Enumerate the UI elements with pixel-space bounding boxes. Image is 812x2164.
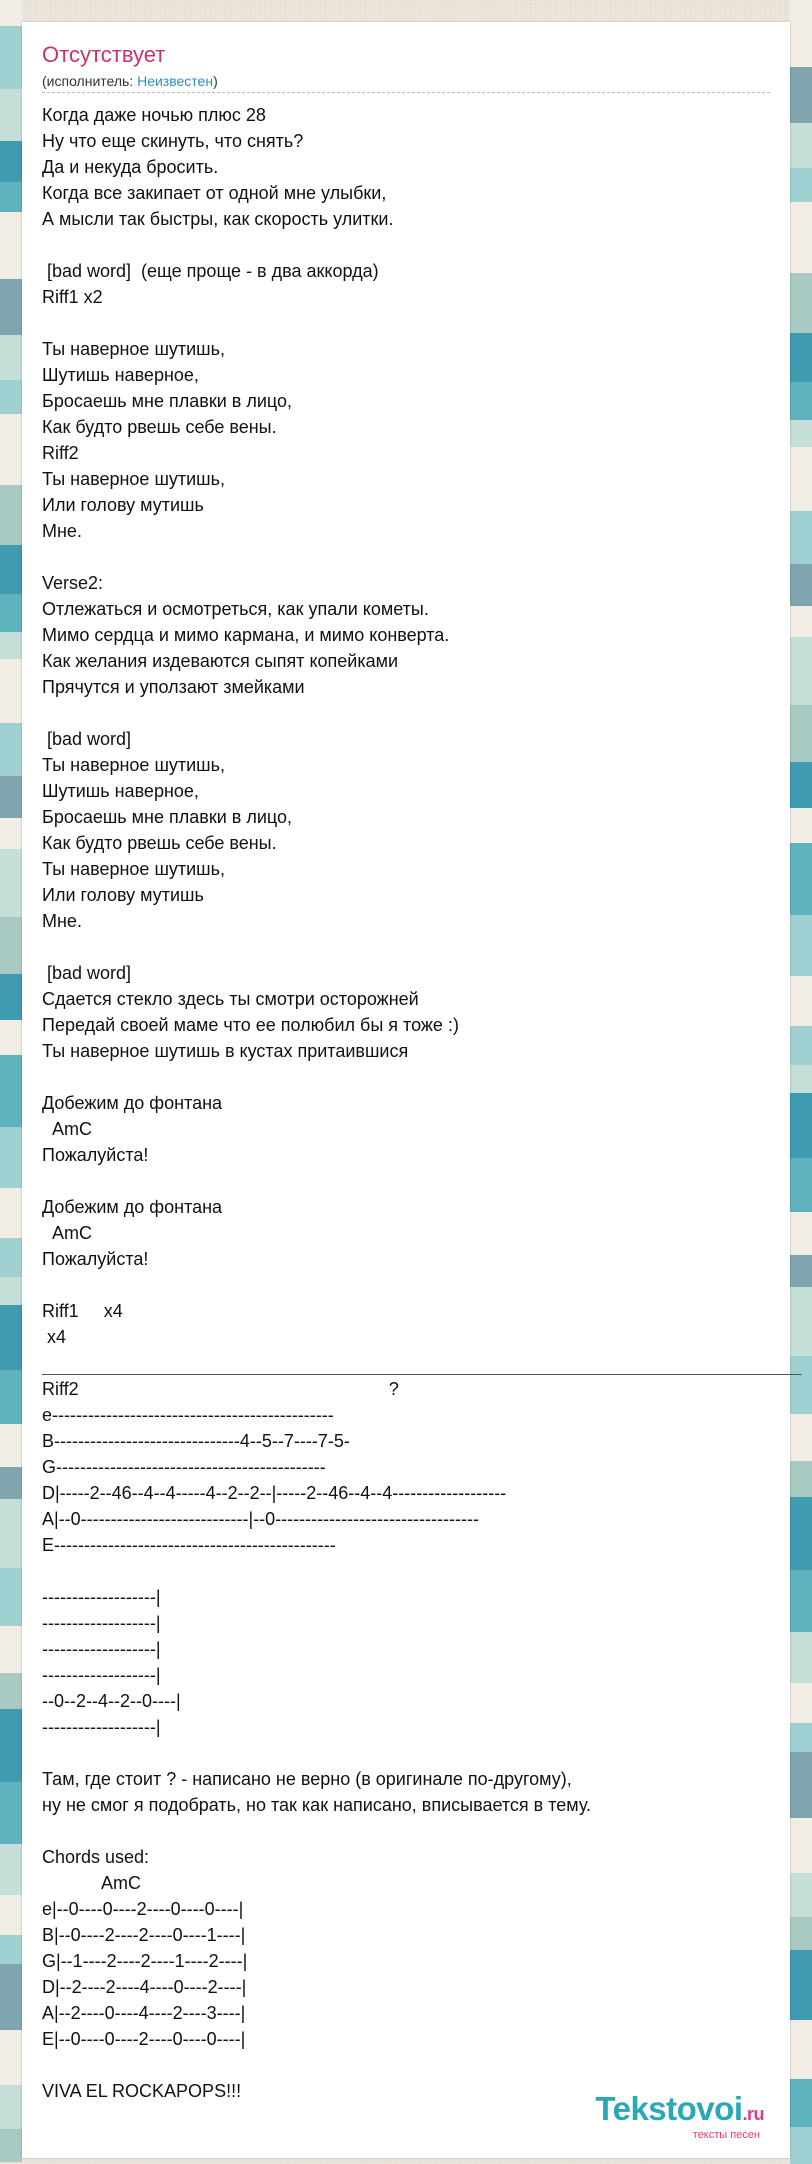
decorative-stripe bbox=[0, 1935, 22, 1964]
decorative-stripe bbox=[0, 1964, 22, 2030]
decorative-stripe bbox=[0, 1055, 22, 1127]
decorative-stripe bbox=[0, 380, 22, 414]
decorative-stripe bbox=[0, 1424, 22, 1467]
decorative-stripe bbox=[0, 594, 22, 632]
decorative-stripe bbox=[0, 1305, 22, 1370]
decorative-stripe bbox=[0, 2085, 22, 2129]
decorative-stripe bbox=[0, 632, 22, 659]
decorative-stripe bbox=[0, 545, 22, 594]
logo-tld: .ru bbox=[742, 2104, 764, 2124]
decorative-stripe bbox=[0, 141, 22, 182]
artist-line bbox=[42, 72, 218, 90]
decorative-stripe bbox=[0, 26, 22, 89]
decorative-stripe bbox=[0, 917, 22, 974]
decorative-stripe bbox=[0, 1127, 22, 1188]
decorative-stripe bbox=[0, 182, 22, 212]
artist-suffix: ) bbox=[213, 73, 218, 89]
logo-tagline: тексты песен bbox=[692, 2129, 760, 2141]
decorative-stripe bbox=[790, 2127, 812, 2164]
decorative-stripe bbox=[0, 1568, 22, 1626]
tab-section-rule bbox=[42, 1374, 802, 1375]
title-divider bbox=[42, 92, 770, 93]
decorative-stripe bbox=[0, 279, 22, 335]
decorative-stripe bbox=[0, 818, 22, 849]
decorative-stripe bbox=[0, 212, 22, 279]
decorative-stripe bbox=[0, 849, 22, 917]
decorative-stripe bbox=[0, 1020, 22, 1055]
site-logo[interactable] bbox=[595, 2092, 764, 2141]
decorative-stripe bbox=[0, 776, 22, 818]
decorative-stripe bbox=[0, 485, 22, 545]
decorative-stripe bbox=[0, 1499, 22, 1568]
decorative-stripe bbox=[0, 1782, 22, 1844]
decorative-stripe bbox=[0, 1626, 22, 1673]
decorative-stripe bbox=[0, 2129, 22, 2162]
decorative-stripe bbox=[0, 1844, 22, 1895]
logo-name: Tekstovoi bbox=[595, 2090, 743, 2127]
decorative-stripe bbox=[0, 974, 22, 1020]
song-title: Отсутствует bbox=[42, 42, 166, 67]
lyrics-card bbox=[22, 22, 790, 2158]
decorative-stripe bbox=[0, 1895, 22, 1935]
lyrics-text: Когда даже ночью плюс 28 Ну что еще скинуть, что снять? Да и некуда бросить. Когда все закипает от одной мне улыбки, А мысли так быстры, как скорость улитки. [bad word] (еще проще - в два аккорда) Riff1 x2 Ты наверное шутишь, Шутишь наверное, Бросаешь мне плавки в лицо, Как будто рвешь себе вены. Riff2 Ты наверное шутишь, Или голову мутишь Мне. Verse2: Отлежаться и осмотреться, как упали кометы. Мимо сердца и мимо кармана, и мимо конверта. Как желания издеваются сыпят копейками Прячутся и уползают змейками [bad word] Ты наверное шутишь, Шутишь наверное, Бросаешь мне плавки в лицо, Как будто рвешь себе вены. Ты наверное шутишь, Или голову мутишь Мне. [bad word] Сдается стекло здесь ты смотри осторожней Передай своей маме что ее полюбил бы я тоже :) Ты наверное шутишь в кустах притаившися Добежим до фонтана AmC Пожалуйста! Добежим до фонтана AmC Пожалуйста! Riff1 x4 x4 Riff2 ? e----------------------------------------------- B-------------------------------4--5--7----7-5- G--------------------------------------------- D|-----2--46--4--4-----4--2--2--|-----2--46--4--4------------------- A|--0----------------------------|--0---------------------------------- E----------------------------------------------- -------------------| -------------------| -------------------| -------------------| --0--2--4--2--0----| -------------------| Там, где стоит ? - написано не верно (в оригинале по-другому), ну не смог я подобрать, но так как написано, вписывается в тему. Chords used: AmC e|--0----0----2----0----0----| B|--0----2----2----0----1----| G|--1----2----2----1----2----| D|--2----2----4----0----2----| A|--2----0----4----2----3----| E|--0----0----2----0----0----| VIVA EL ROCKAPOPS!!! bbox=[42, 105, 592, 2101]
decorative-stripe bbox=[0, 723, 22, 776]
decorative-stripe bbox=[0, 414, 22, 485]
decorative-stripe bbox=[0, 1673, 22, 1709]
decorative-stripe bbox=[0, 1188, 22, 1238]
decorative-stripe bbox=[0, 335, 22, 380]
left-decorative-stripes bbox=[0, 0, 22, 2158]
decorative-stripe bbox=[0, 659, 22, 723]
decorative-stripe bbox=[0, 89, 22, 141]
decorative-stripe bbox=[0, 1370, 22, 1424]
artist-link[interactable]: Неизвестен bbox=[137, 73, 214, 89]
decorative-stripe bbox=[0, 2030, 22, 2085]
decorative-stripe bbox=[0, 1277, 22, 1305]
decorative-stripe bbox=[790, 0, 812, 67]
decorative-stripe bbox=[0, 1709, 22, 1782]
artist-prefix: (исполнитель: bbox=[42, 73, 138, 89]
decorative-stripe bbox=[0, 1238, 22, 1277]
decorative-stripe bbox=[0, 1467, 22, 1499]
decorative-stripe bbox=[0, 0, 22, 26]
